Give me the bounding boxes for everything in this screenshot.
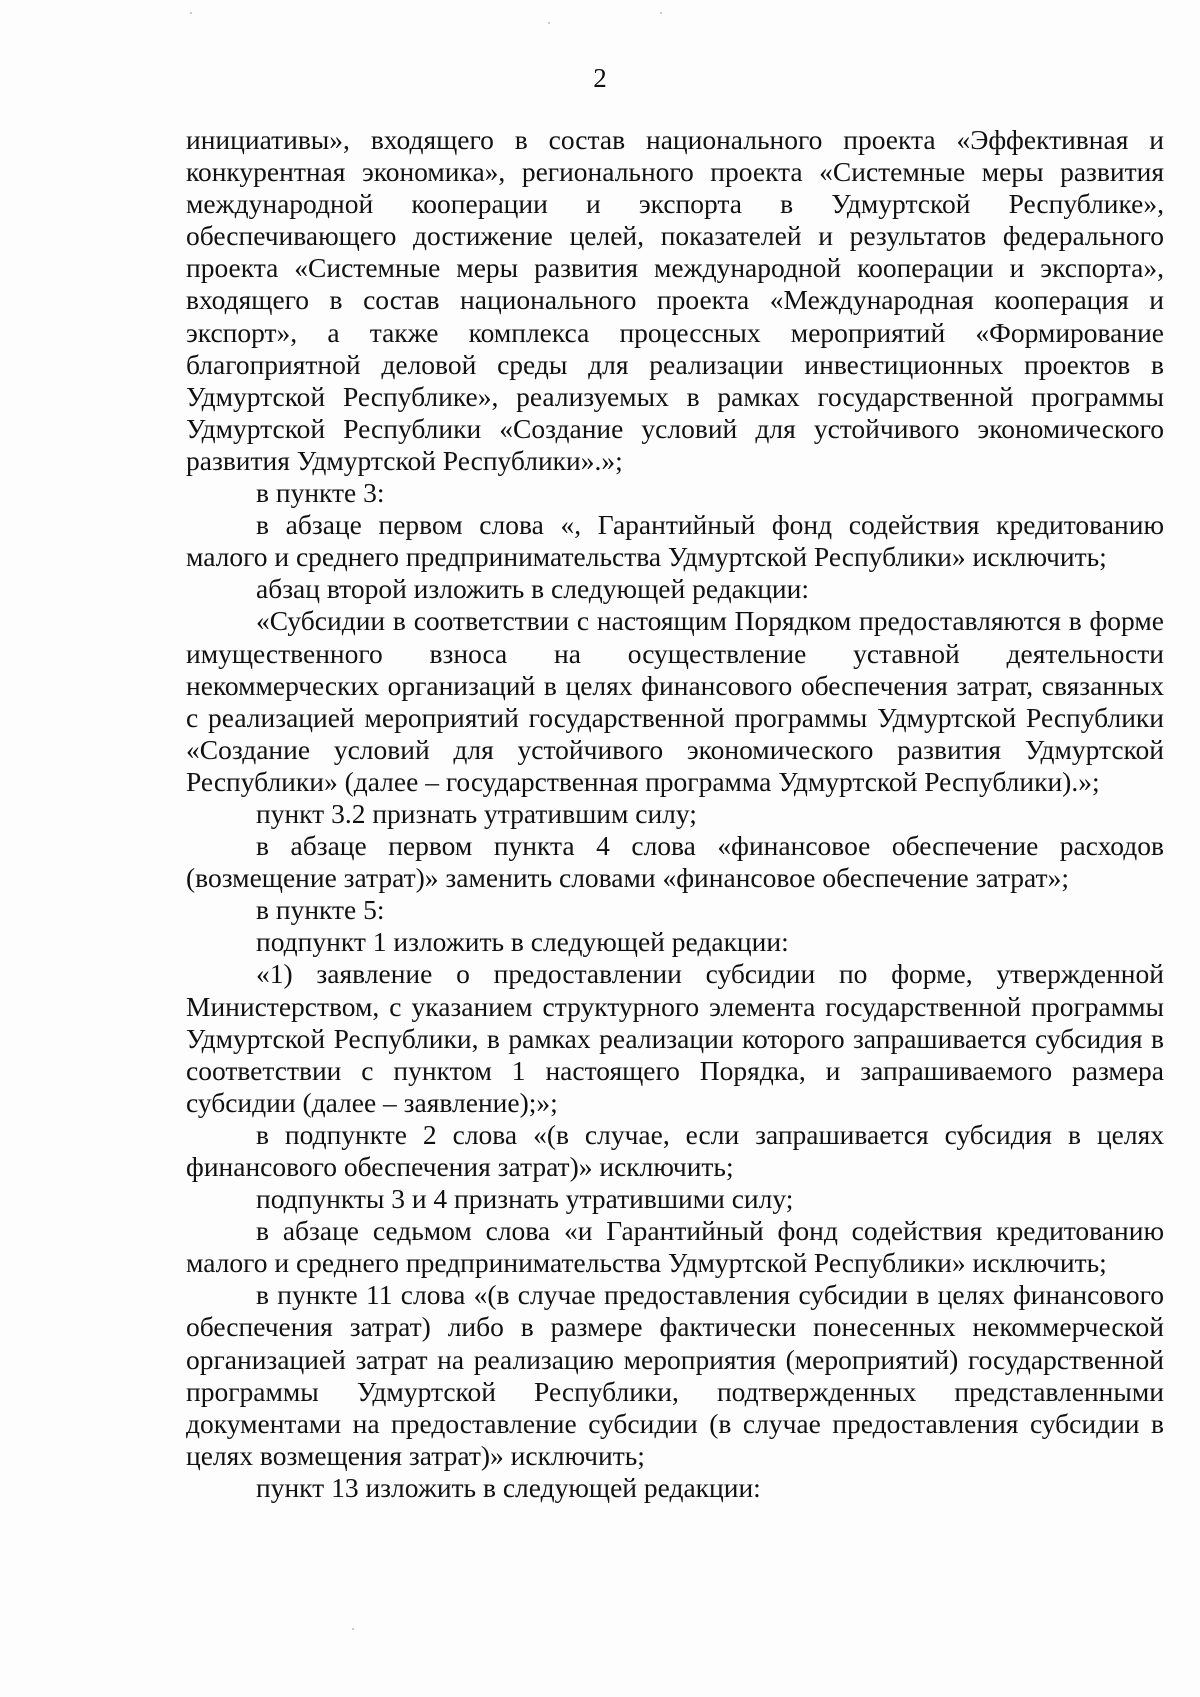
scan-speck — [352, 1628, 354, 1630]
scan-speck — [660, 12, 662, 14]
paragraph-initiative-continuation: инициативы», входящего в состав национального проекта «Эффективная и конкурентная экономика», регионального проекта «Системные меры развития международной кооперации и экспорта в Удмуртской Республике», обеспечивающего достижение целей, показателей и результатов федерального проекта «Системные меры развития международной кооперации и экспорта», входящего в состав национального проекта «Международная кооперация и экспорт», а также комплекса процессных мероприятий «Формирование благоприятной деловой среды для реализации инвестиционных проектов в Удмуртской Республике», реализуемых в рамках государственной программы Удмуртской Республики «Создание условий для устойчивого экономического развития Удмуртской Республики».»; — [186, 124, 1164, 476]
paragraph-seventh-abzac: в абзаце седьмом слова «и Гарантийный фонд содействия кредитованию малого и среднего предпринимательства Удмуртской Республики» исключить; — [186, 1215, 1164, 1279]
paragraph-point-3-first-abzac: в абзаце первом слова «, Гарантийный фонд содействия кредитованию малого и среднего предпринимательства Удмуртской Республики» исключить; — [186, 509, 1164, 573]
document-body — [186, 124, 1164, 1504]
paragraph-subsidies-form: «Субсидии в соответствии с настоящим Порядком предоставляются в форме имущественного взноса на осуществление уставной деятельности некоммерческих организаций в целях финансового обеспечения затрат, связанных с реализацией мероприятий государственной программы Удмуртской Республики «Создание условий для устойчивого экономического развития Удмуртской Республики» (далее – государственная программа Удмуртской Республики).»; — [186, 605, 1164, 797]
scan-speck — [548, 22, 550, 24]
paragraph-point-4: в абзаце первом пункта 4 слова «финансовое обеспечение расходов (возмещение затрат)» заменить словами «финансовое обеспечение затрат»; — [186, 830, 1164, 894]
paragraph-subpoint-1: подпункт 1 изложить в следующей редакции: — [256, 926, 789, 958]
paragraph-subpoint-2: в подпункте 2 слова «(в случае, если запрашивается субсидия в целях финансового обеспечения затрат)» исключить; — [186, 1118, 1164, 1182]
paragraph-point-11: в пункте 11 слова «(в случае предоставления субсидии в целях финансового обеспечения затрат) либо в размере фактически понесенных некоммерческой организацией затрат на реализацию мероприятия (мероприятий) государственной программы Удмуртской Республики, подтвержденных представленными документами на предоставление субсидии (в случае предоставления субсидии в целях возмещения затрат)» исключить; — [186, 1279, 1164, 1471]
paragraph-point-5-heading: в пункте 5: — [256, 894, 385, 926]
scan-speck — [190, 12, 192, 14]
paragraph-point-3-heading: в пункте 3: — [256, 477, 385, 509]
paragraph-point-3-second-abzac: абзац второй изложить в следующей редакции: — [256, 573, 810, 605]
paragraph-subpoints-3-4: подпункты 3 и 4 признать утратившими силу; — [256, 1183, 794, 1215]
paragraph-application: «1) заявление о предоставлении субсидии по форме, утвержденной Министерством, с указанием структурного элемента государственной программы Удмуртской Республики, в рамках реализации которого запрашивается субсидия в соответствии с пунктом 1 настоящего Порядка, и запрашиваемого размера субсидии (далее – заявление);»; — [186, 958, 1164, 1118]
paragraph-point-13: пункт 13 изложить в следующей редакции: — [256, 1471, 761, 1503]
paragraph-point-3-2: пункт 3.2 признать утратившим силу; — [256, 797, 697, 829]
page-number: 2 — [593, 63, 607, 93]
